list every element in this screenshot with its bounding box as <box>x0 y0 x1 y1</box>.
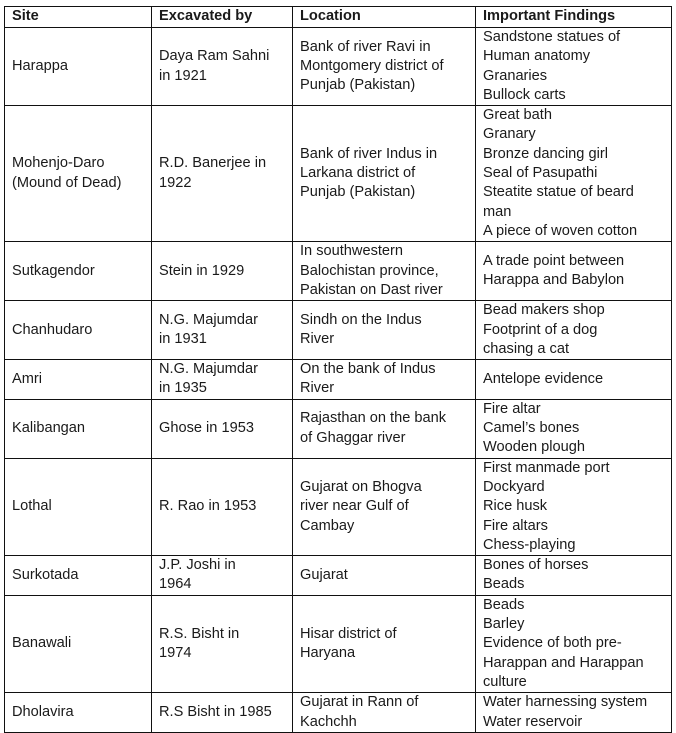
excavated-line: N.G. Majumdar <box>159 311 258 328</box>
location-line: river near Gulf of <box>300 498 409 515</box>
excavated-line: 1964 <box>159 576 192 593</box>
table-row <box>5 399 672 458</box>
excavated-line: R. Rao in 1953 <box>159 498 257 515</box>
finding-line: Harappa and Babylon <box>483 272 625 289</box>
site-name: Chanhudaro <box>12 321 93 338</box>
finding-line: Bead makers shop <box>483 302 605 319</box>
location-line: River <box>300 331 335 348</box>
excavated-line: in 1931 <box>159 331 207 348</box>
excavated-line: Daya Ram Sahni <box>159 48 270 65</box>
cell-findings <box>476 242 672 301</box>
finding-line: A trade point between <box>483 252 625 269</box>
excavated-line: R.D. Banerjee in <box>159 155 267 172</box>
table-row <box>5 360 672 400</box>
cell-location <box>293 301 476 360</box>
finding-line: Harappan and Harappan <box>483 654 644 671</box>
cell-excavated-by <box>152 458 293 555</box>
table-row <box>5 301 672 360</box>
cell-findings <box>476 399 672 458</box>
finding-line: man <box>483 203 512 220</box>
finding-line: Water harnessing system <box>483 694 648 711</box>
finding-line: Sandstone statues of <box>483 29 621 45</box>
location-line: Haryana <box>300 644 356 661</box>
finding-line: Footprint of a dog <box>483 321 598 338</box>
finding-line: Bullock carts <box>483 86 566 103</box>
cell-excavated-by <box>152 242 293 301</box>
finding-line: Evidence of both pre- <box>483 635 622 652</box>
cell-excavated-by <box>152 28 293 106</box>
cell-site <box>5 28 152 106</box>
cell-site <box>5 399 152 458</box>
cell-findings <box>476 301 672 360</box>
location-line: Punjab (Pakistan) <box>300 184 416 201</box>
finding-line: Human anatomy <box>483 48 591 65</box>
excavated-line: in 1935 <box>159 380 207 397</box>
finding-line: Beads <box>483 576 525 593</box>
finding-line: Steatite statue of beard <box>483 184 634 201</box>
finding-line: Dockyard <box>483 478 545 495</box>
cell-site <box>5 106 152 242</box>
location-line: Pakistan on Dast river <box>300 281 443 298</box>
site-name: Lothal <box>12 498 52 515</box>
site-name: Amri <box>12 370 42 387</box>
header-site: Site <box>5 7 152 28</box>
location-line: On the bank of Indus <box>300 361 436 378</box>
location-line: Punjab (Pakistan) <box>300 77 416 94</box>
cell-location <box>293 28 476 106</box>
cell-site <box>5 595 152 692</box>
site-name: Sutkagendor <box>12 262 95 279</box>
finding-line: Seal of Pasupathi <box>483 165 598 182</box>
location-line: Gujarat on Bhogva <box>300 478 422 495</box>
site-name: Surkotada <box>12 566 79 583</box>
site-name-subtitle: (Mound of Dead) <box>12 174 122 191</box>
header-row <box>5 7 672 28</box>
header-excavated-by: Excavated by <box>152 7 293 28</box>
cell-findings <box>476 693 672 733</box>
finding-line: Fire altars <box>483 517 548 534</box>
location-line: Gujarat <box>300 566 348 583</box>
location-line: Cambay <box>300 517 355 534</box>
location-line: River <box>300 380 335 397</box>
cell-site <box>5 360 152 400</box>
finding-line: Antelope evidence <box>483 370 604 387</box>
cell-excavated-by <box>152 106 293 242</box>
finding-line: Bronze dancing girl <box>483 145 608 162</box>
location-line: In southwestern <box>300 243 404 260</box>
cell-findings <box>476 360 672 400</box>
cell-site <box>5 693 152 733</box>
excavated-line: in 1921 <box>159 67 207 84</box>
location-line: Montgomery district of <box>300 57 444 74</box>
location-line: Bank of river Indus in <box>300 145 438 162</box>
site-name: Banawali <box>12 635 72 652</box>
cell-location <box>293 458 476 555</box>
cell-excavated-by <box>152 360 293 400</box>
finding-line: A piece of woven cotton <box>483 222 638 239</box>
finding-line: culture <box>483 673 527 690</box>
cell-excavated-by <box>152 693 293 733</box>
excavated-line: J.P. Joshi in <box>159 557 236 574</box>
finding-line: chasing a cat <box>483 340 569 357</box>
location-line: Rajasthan on the bank <box>300 410 447 427</box>
site-name: Dholavira <box>12 703 74 720</box>
location-line: Balochistan province, <box>300 262 439 279</box>
finding-line: Barley <box>483 616 525 633</box>
finding-line: Great bath <box>483 107 552 124</box>
finding-line: First manmade port <box>483 459 610 476</box>
location-line: Hisar district of <box>300 625 397 642</box>
cell-site <box>5 301 152 360</box>
cell-findings <box>476 458 672 555</box>
table-row <box>5 458 672 555</box>
finding-line: Chess-playing <box>483 536 576 553</box>
finding-line: Bones of horses <box>483 557 589 574</box>
cell-findings <box>476 28 672 106</box>
cell-findings <box>476 556 672 596</box>
finding-line: Fire altar <box>483 400 541 417</box>
site-name: Harappa <box>12 57 68 74</box>
cell-location <box>293 595 476 692</box>
header-location: Location <box>293 7 476 28</box>
cell-location <box>293 360 476 400</box>
finding-line: Wooden plough <box>483 439 585 456</box>
cell-location <box>293 106 476 242</box>
location-line: Bank of river Ravi in <box>300 38 431 55</box>
excavated-line: Stein in 1929 <box>159 262 245 279</box>
cell-excavated-by <box>152 301 293 360</box>
cell-location <box>293 556 476 596</box>
location-line: Gujarat in Rann of <box>300 694 419 711</box>
excavated-line: Ghose in 1953 <box>159 420 254 437</box>
cell-excavated-by <box>152 399 293 458</box>
table-row <box>5 106 672 242</box>
site-name: Kalibangan <box>12 420 86 437</box>
location-line: Larkana district of <box>300 165 416 182</box>
table-row <box>5 556 672 596</box>
excavated-line: 1974 <box>159 644 192 661</box>
cell-excavated-by <box>152 595 293 692</box>
table-row <box>5 28 672 106</box>
table-row <box>5 693 672 733</box>
location-line: Sindh on the Indus <box>300 311 422 328</box>
excavated-line: N.G. Majumdar <box>159 361 258 378</box>
finding-line: Granary <box>483 126 536 143</box>
excavated-line: 1922 <box>159 174 192 191</box>
excavated-line: R.S. Bisht in <box>159 625 240 642</box>
finding-line: Camel’s bones <box>483 420 580 437</box>
harappan-sites-table <box>4 6 672 733</box>
finding-line: Beads <box>483 596 525 613</box>
cell-excavated-by <box>152 556 293 596</box>
site-name: Mohenjo-Daro <box>12 155 105 172</box>
cell-site <box>5 556 152 596</box>
cell-site <box>5 242 152 301</box>
cell-findings <box>476 106 672 242</box>
table-row <box>5 242 672 301</box>
location-line: Kachchh <box>300 713 357 730</box>
excavated-line: R.S Bisht in 1985 <box>159 703 272 720</box>
cell-site <box>5 458 152 555</box>
cell-location <box>293 242 476 301</box>
table-row <box>5 595 672 692</box>
cell-location <box>293 399 476 458</box>
header-important-findings: Important Findings <box>476 7 672 28</box>
finding-line: Water reservoir <box>483 713 583 730</box>
location-line: of Ghaggar river <box>300 429 406 446</box>
cell-location <box>293 693 476 733</box>
finding-line: Rice husk <box>483 498 548 515</box>
table-body <box>5 28 672 733</box>
finding-line: Granaries <box>483 67 548 84</box>
cell-findings <box>476 595 672 692</box>
